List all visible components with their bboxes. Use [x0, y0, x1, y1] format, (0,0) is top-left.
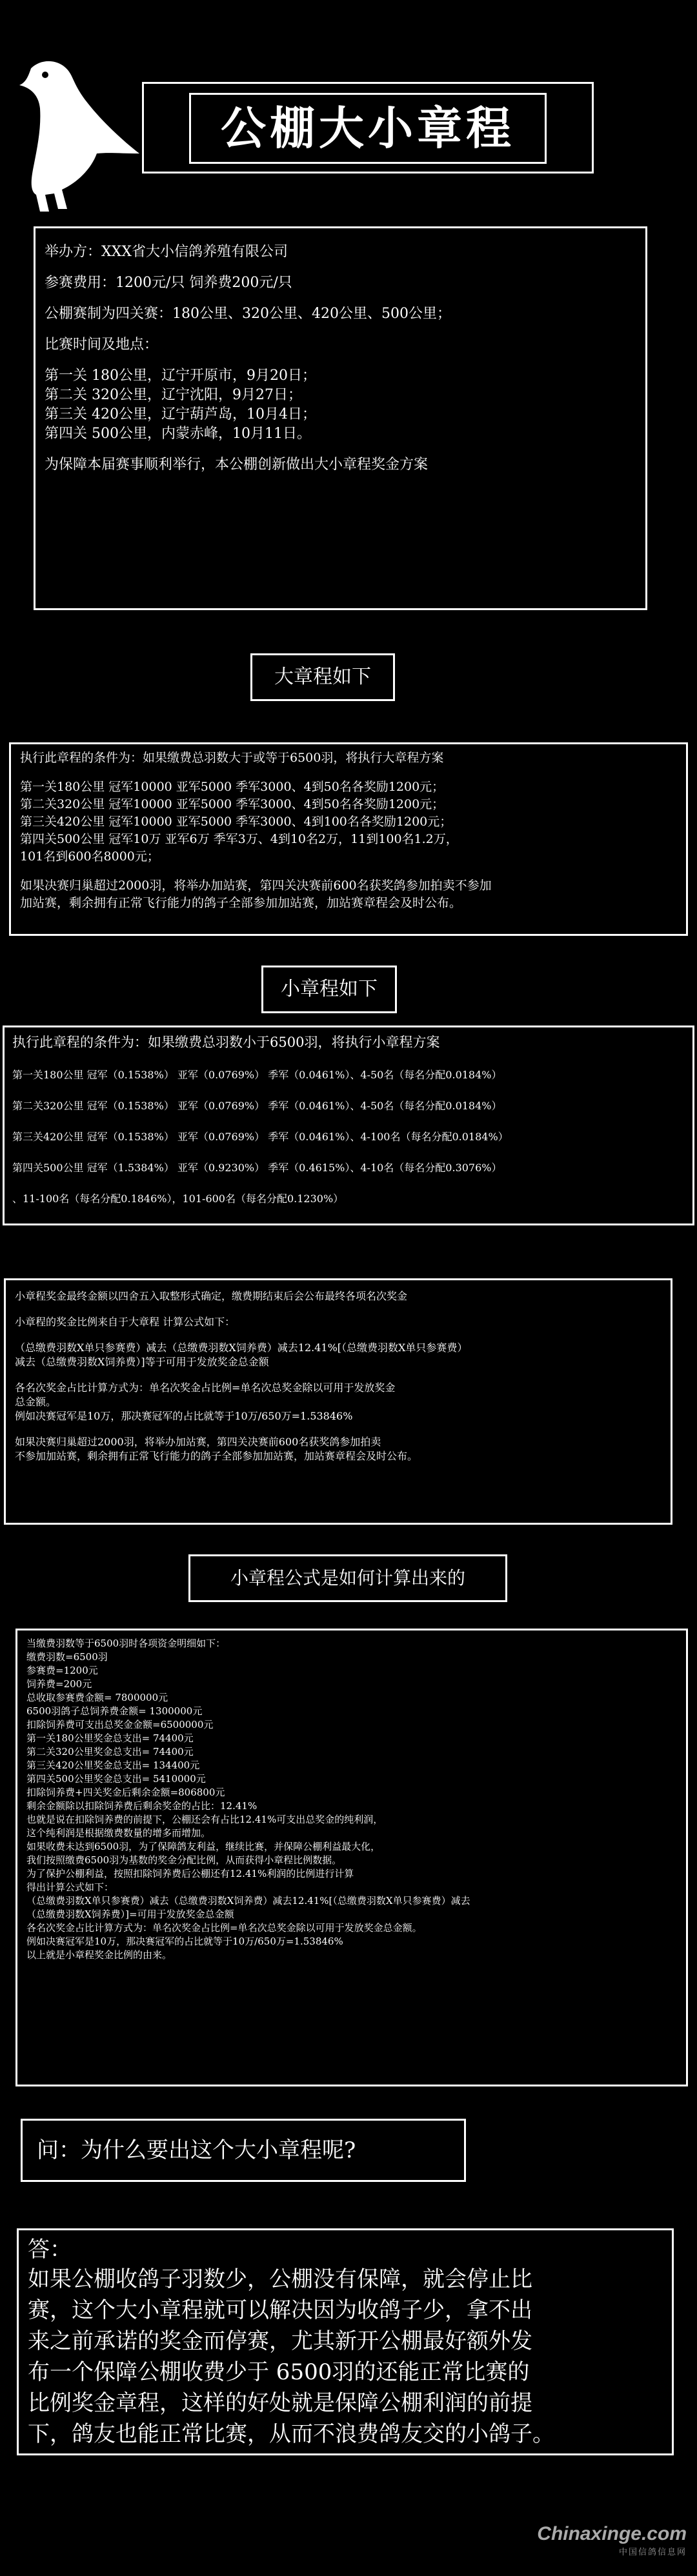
text-line: 第四关500公里 冠军（1.5384%） 亚军（0.9230%） 季军（0.4615%）、4-10名（每名分配0.3076%） [12, 1162, 502, 1174]
watermark [537, 2523, 687, 2557]
spacer [15, 1303, 671, 1315]
question-box [21, 2119, 466, 2182]
text-line: （总缴费羽数X饲养费）]=可用于发放奖金总金额 [26, 1908, 234, 1920]
text-line: 参赛费用：1200元/只 饲养费200元/只 [45, 275, 292, 291]
text-line: 例如决赛冠军是10万，那决赛冠军的占比就等于10万/650万=1.53846% [26, 1936, 343, 1947]
spacer [20, 866, 686, 877]
text-line: 来之前承诺的奖金而停赛，尤其新开公棚最好额外发 [28, 2328, 532, 2354]
text-line: 例如决赛冠军是10万，那决赛冠军的占比就等于10万/650万=1.53846% [15, 1410, 353, 1422]
text-line: 小章程的奖金比例来自于大章程 计算公式如下： [15, 1316, 236, 1328]
text-line: 第四关500公里 冠军10万 亚军6万 季军3万、4到10名2万，11到100名1.2万， [20, 832, 458, 846]
text-line: 剩余金额除以扣除饲养费后剩余奖金的占比：12.41% [26, 1800, 258, 1812]
text-line: 加站赛，剩余拥有正常飞行能力的鸽子全部参加加站赛，加站赛章程会及时公布。 [20, 896, 462, 910]
text-line: 101名到600名8000元； [20, 849, 159, 864]
text-line: 举办方：XXX省大小信鸽养殖有限公司 [45, 244, 288, 260]
spacer [20, 767, 686, 778]
spacer [45, 444, 645, 455]
formula-box [15, 1629, 688, 2086]
text-line: 第三关420公里 冠军10000 亚军5000 季军3000、4到100名各奖励1200元； [20, 815, 452, 829]
answer-box [17, 2228, 674, 2455]
text-line: 6500羽鸽子总饲养费金额= 1300000元 [26, 1705, 203, 1717]
text-line: 第三关 420公里，辽宁葫芦岛，10月4日； [45, 406, 316, 422]
small-rule-title: 小章程如下 [281, 978, 378, 1000]
text-line: 得出计算公式如下： [26, 1881, 114, 1893]
text-line: 执行此章程的条件为：如果缴费总羽数大于或等于6500羽，将执行大章程方案 [20, 751, 444, 765]
text-line: 也就是说在扣除饲养费的前提下，公棚还会有占比12.41%可支出总奖金的纯利润， [26, 1814, 383, 1825]
small-rule-box [3, 1025, 694, 1225]
text-line: 第二关 320公里，辽宁沈阳，9月27日； [45, 387, 302, 403]
page-title-frame [142, 82, 594, 173]
spacer [45, 293, 645, 304]
text-line: 当缴费羽数等于6500羽时各项资金明细如下： [26, 1638, 226, 1649]
text-line: 下，鸽友也能正常比赛，从而不浪费鸽友交的小鸽子。 [28, 2421, 554, 2447]
text-line: 第一关180公里奖金总支出= 74400元 [26, 1732, 194, 1744]
text-line: 第二关320公里奖金总支出= 74400元 [26, 1746, 194, 1758]
text-line: 、11-100名（每名分配0.1846%），101-600名（每名分配0.1230%） [12, 1193, 344, 1205]
text-line: 为保障本届赛事顺利举行，本公棚创新做出大小章程奖金方案 [45, 457, 429, 473]
text-line: 第三关420公里 冠军（0.1538%） 亚军（0.0769%） 季军（0.0461%）、4-100名（每名分配0.0184%） [12, 1131, 509, 1143]
text-line: 第三关420公里奖金总支出= 134400元 [26, 1759, 200, 1771]
text-line: 第一关 180公里，辽宁开原市，9月20日； [45, 368, 316, 384]
text-line: 这个纯利润是根据缴费数量的增多而增加。 [26, 1827, 211, 1839]
big-rule-title-frame [250, 653, 395, 701]
page-title: 公棚大小章程 [189, 93, 547, 164]
text-line: 第四关500公里奖金总支出= 5410000元 [26, 1773, 206, 1785]
text-line: 比例奖金章程，这样的好处就是保障公棚利润的前提 [28, 2390, 532, 2416]
text-line: 小章程奖金最终金额以四舍五入取整形式确定，缴费期结束后会公布最终各项名次奖金 [15, 1290, 408, 1302]
text-line: 第四关 500公里，内蒙赤峰，10月11日。 [45, 426, 311, 442]
text-line: 比赛时间及地点： [45, 337, 159, 353]
pigeon-logo-icon [12, 57, 147, 218]
spacer [15, 1369, 671, 1381]
text-line: 如果决赛归巢超过2000羽，将举办加站赛，第四关决赛前600名获奖鸽参加拍卖不参加 [20, 878, 492, 893]
text-line: 减去（总缴费羽数X饲养费）]等于可用于发放奖金总金额 [15, 1356, 269, 1368]
text-line: 第二关320公里 冠军10000 亚军5000 季军3000、4到50名各奖励1200元； [20, 797, 445, 811]
text-line: （总缴费羽数X单只参赛费）减去（总缴费羽数X饲养费）减去12.41%[（总缴费羽数X单只参赛费） [15, 1342, 468, 1354]
intro-list [45, 243, 645, 475]
text-line: 扣除饲养费可支出总奖金金额=6500000元 [26, 1719, 214, 1730]
intro-box [34, 226, 647, 610]
watermark-site: Chinaxinge.com [537, 2523, 687, 2544]
watermark-sub: 中国信鸽信息网 [618, 2548, 687, 2557]
text-line: 如果收费未达到6500羽，为了保障鸽友利益，继续比赛，并保障公棚利益最大化， [26, 1841, 381, 1852]
text-line: 各名次奖金占比计算方式为：单名次奖金占比例=单名次总奖金除以可用于发放奖金 [15, 1382, 396, 1394]
text-line: 饲养费=200元 [26, 1678, 92, 1690]
spacer [15, 1423, 671, 1435]
text-line: 第二关320公里 冠军（0.1538%） 亚军（0.0769%） 季军（0.0461%）、4-50名（每名分配0.0184%） [12, 1100, 502, 1112]
spacer [45, 355, 645, 366]
text-line: 我们按照缴费6500羽为基数的奖金分配比例，从而获得小章程比例数据。 [26, 1854, 342, 1866]
small-rule-condition: 执行此章程的条件为：如果缴费总羽数小于6500羽，将执行小章程方案 [12, 1035, 440, 1050]
spacer [45, 262, 645, 273]
spacer [15, 1329, 671, 1341]
text-line: 总金额。 [15, 1396, 57, 1408]
text-line: 如果决赛归巢超过2000羽，将举办加站赛，第四关决赛前600名获奖鸽参加拍卖 [15, 1436, 381, 1448]
answer-label: 答： [28, 2237, 72, 2263]
text-line: 第一关180公里 冠军10000 亚军5000 季军3000、4到50名各奖励1200元； [20, 780, 445, 794]
text-line: 以上就是小章程奖金比例的由来。 [26, 1949, 172, 1961]
text-line: （总缴费羽数X单只参赛费）减去（总缴费羽数X饲养费）减去12.41%[（总缴费羽数X单只参赛费）减去 [26, 1895, 470, 1907]
small-rule-title-frame [261, 966, 397, 1013]
text-line: 为了保护公棚利益，按照扣除饲养费后公棚还有12.41%利润的比例进行计算 [26, 1868, 354, 1879]
text-line: 各名次奖金占比计算方式为：单名次奖金占比例=单名次总奖金除以可用于发放奖金总金额。 [26, 1922, 422, 1934]
big-rule-list [20, 749, 686, 912]
notes-box [4, 1278, 672, 1525]
formula-title: 小章程公式是如何计算出来的 [230, 1567, 465, 1589]
formula-list [26, 1637, 686, 1962]
text-line: 缴费羽数=6500羽 [26, 1651, 108, 1663]
small-rule-list [12, 1060, 692, 1214]
text-line: 总收取参赛费金额= 7800000元 [26, 1692, 168, 1703]
text-line: 扣除饲养费+四关奖金后剩余金额=806800元 [26, 1787, 225, 1798]
text-line: 布一个保障公棚收费少于 6500羽的还能正常比赛的 [28, 2359, 530, 2385]
big-rule-title: 大章程如下 [274, 666, 371, 688]
spacer [45, 324, 645, 335]
text-line: 公棚赛制为四关赛：180公里、320公里、420公里、500公里； [45, 306, 451, 322]
text-line: 如果公棚收鸽子羽数少，公棚没有保障，就会停止比 [28, 2266, 532, 2292]
big-rule-box [9, 742, 688, 936]
answer-list [28, 2264, 672, 2450]
text-line: 不参加加站赛，剩余拥有正常飞行能力的鸽子全部参加加站赛，加站赛章程会及时公布。 [15, 1450, 418, 1462]
formula-title-frame [188, 1554, 507, 1602]
text-line: 第一关180公里 冠军（0.1538%） 亚军（0.0769%） 季军（0.0461%）、4-50名（每名分配0.0184%） [12, 1069, 502, 1081]
text-line: 赛，这个大小章程就可以解决因为收鸽子少，拿不出 [28, 2297, 532, 2323]
question-text: 问：为什么要出这个大小章程呢? [37, 2137, 356, 2163]
notes-list [15, 1289, 671, 1463]
text-line: 参赛费=1200元 [26, 1665, 98, 1676]
